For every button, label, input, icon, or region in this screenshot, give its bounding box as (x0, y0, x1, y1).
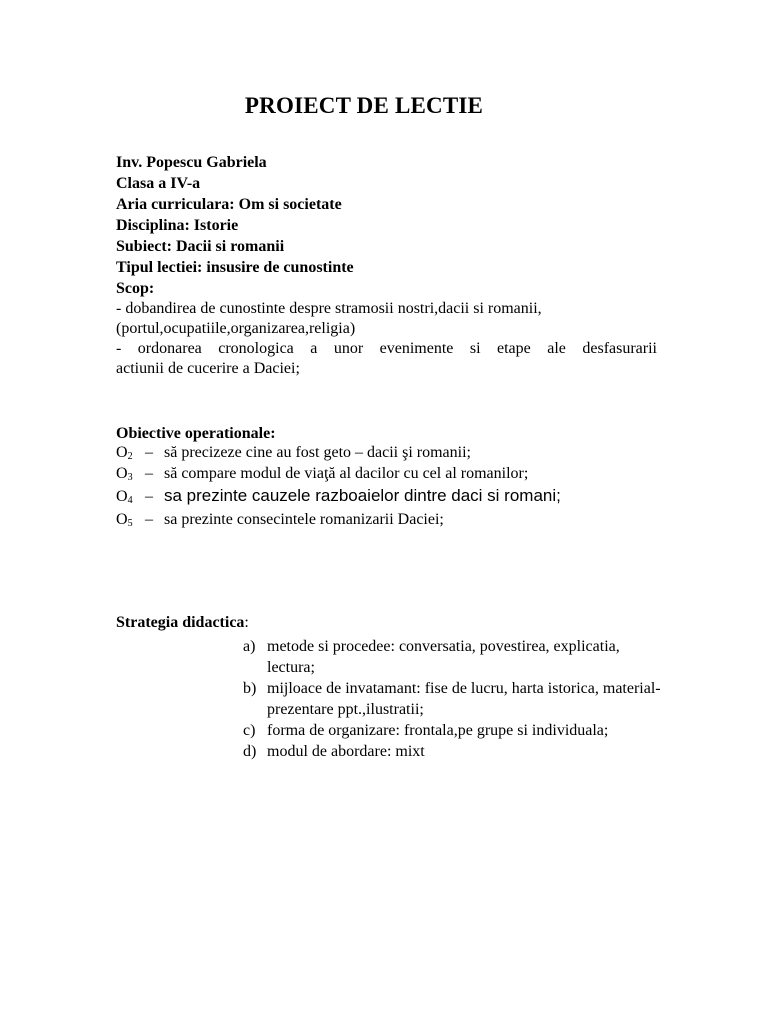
objective-dash: – (145, 465, 153, 482)
objective-item (116, 511, 676, 529)
objectives-heading: Obiective operationale: (116, 425, 276, 442)
objective-item (116, 465, 676, 483)
lesson-info-block (116, 152, 656, 299)
scope-paragraph (116, 299, 657, 379)
objective-code: $O_3$ (116, 465, 133, 483)
strategy-item-letter: c) (243, 722, 256, 739)
curriculum-area-line: Aria curriculara: Om si societate (116, 196, 342, 213)
objective-dash: – (145, 488, 153, 505)
scope-line: - ordonarea cronologica a unor evenimente si etape ale desfasurarii (116, 340, 657, 357)
discipline-line: Disciplina: Istorie (116, 217, 239, 234)
objective-item (116, 486, 676, 506)
scope-line: (portul,ocupatiile,organizarea,religia) (116, 320, 356, 337)
strategy-item-text: forma de organizare: frontala,pe grupe si individuala; (267, 722, 609, 739)
objective-text: să compare modul de viaţă al dacilor cu cel al romanilor; (164, 465, 529, 482)
strategy-heading: Strategia didactica: (116, 614, 249, 631)
strategy-item (243, 741, 663, 762)
objective-code: $O_2$ (116, 444, 133, 462)
scope-line: actiunii de cucerire a Daciei; (116, 360, 300, 377)
strategy-item-text: mijloace de invatamant: fise de lucru, harta istorica, material-prezentare ppt.,ilustratii; (267, 680, 661, 718)
strategy-item (243, 636, 663, 678)
objective-code: $O_4$ (116, 488, 133, 506)
strategy-item-text: modul de abordare: mixt (267, 743, 425, 760)
scope-heading: Scop: (116, 280, 155, 297)
objective-text: sa prezinte cauzele razboaielor dintre daci si romani; (164, 486, 561, 505)
subject-line: Subiect: Dacii si romanii (116, 238, 285, 255)
strategy-item-letter: b) (243, 680, 257, 697)
objective-dash: – (145, 444, 153, 461)
class-line: Clasa a IV-a (116, 175, 201, 192)
strategy-item (243, 720, 663, 741)
objective-text: să precizeze cine au fost geto – dacii şi romanii; (164, 444, 471, 461)
strategy-list (243, 636, 663, 762)
strategy-item-letter: d) (243, 743, 257, 760)
objective-text: sa prezinte consecintele romanizarii Daciei; (164, 511, 444, 528)
teacher-line: Inv. Popescu Gabriela (116, 154, 267, 171)
objective-code: $O_5$ (116, 511, 133, 529)
strategy-item (243, 678, 663, 720)
document-title: PROIECT DE LECTIE (244, 93, 484, 118)
objective-dash: – (145, 511, 153, 528)
scope-line: - dobandirea de cunostinte despre stramosii nostri,dacii si romanii, (116, 300, 542, 317)
strategy-item-letter: a) (243, 638, 256, 655)
lesson-type-line: Tipul lectiei: insusire de cunostinte (116, 259, 354, 276)
strategy-item-text: metode si procedee: conversatia, povestirea, explicatia, lectura; (267, 638, 620, 676)
objective-item (116, 444, 676, 462)
